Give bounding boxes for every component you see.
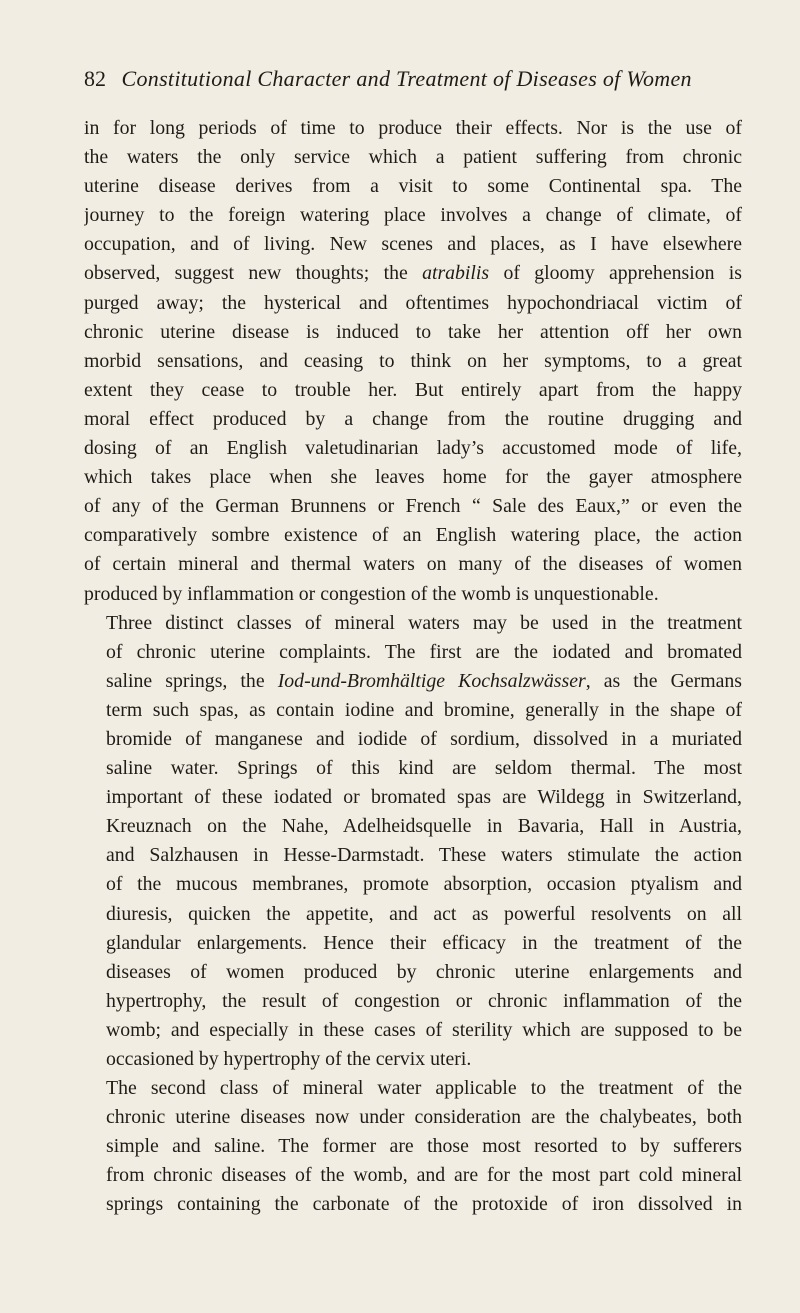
text-line: hypertrophy, the result of congestion or chronic inflammation of the [106, 989, 742, 1012]
text-line: saline springs, the Iod-und-Bromhältige Kochsalzwässer, as the Germans [106, 669, 742, 692]
italic-term: Iod-und-Bromhältige Kochsalzwässer [277, 669, 586, 692]
paragraph [84, 1074, 742, 1219]
text-line: the waters the only service which a patient suffering from chronic [84, 146, 742, 169]
text-line: occupation, and of living. New scenes and places, as I have elsewhere [84, 233, 742, 256]
text-line: extent they cease to trouble her. But entirely apart from the happy [84, 378, 742, 401]
text-line: morbid sensations, and ceasing to think on her symptoms, to a great [84, 349, 742, 372]
text-line: glandular enlargements. Hence their efficacy in the treatment of the [106, 931, 742, 954]
text-line: womb; and especially in these cases of sterility which are supposed to be [106, 1018, 742, 1041]
text-line: produced by inflammation or congestion of the womb is unquestionable. [84, 582, 659, 605]
text-line: which takes place when she leaves home for the gayer atmosphere [84, 466, 742, 489]
running-title: Constitutional Character and Treatment of Diseases of Women [121, 66, 692, 91]
text-line: uterine disease derives from a visit to some Continental spa. The [84, 175, 742, 198]
text-line: diuresis, quicken the appetite, and act as powerful resolvents on all [106, 902, 742, 925]
paragraph [84, 609, 742, 1075]
text-line: The second class of mineral water applicable to the treatment of the [106, 1077, 742, 1100]
text-line: of the mucous membranes, promote absorption, occasion ptyalism and [106, 873, 742, 896]
text-line: moral effect produced by a change from the routine drugging and [84, 407, 742, 430]
page-header [84, 66, 742, 106]
text-line: bromide of manganese and iodide of sordium, dissolved in a muriated [106, 727, 742, 750]
text-line: dosing of an English valetudinarian lady’s accustomed mode of life, [84, 437, 742, 460]
text-line: purged away; the hysterical and oftentimes hypochondriacal victim of [84, 291, 742, 314]
text-line: of chronic uterine complaints. The first are the iodated and bromated [106, 640, 742, 663]
text-line: diseases of women produced by chronic uterine enlargements and [106, 960, 742, 983]
text-line: comparatively sombre existence of an English watering place, the action [84, 524, 742, 547]
text-line: Three distinct classes of mineral waters may be used in the treatment [106, 611, 742, 634]
text-line: observed, suggest new thoughts; the atrabilis of gloomy apprehension is [84, 262, 742, 285]
page-number: 82 [84, 66, 106, 91]
text-line: chronic uterine disease is induced to take her attention off her own [84, 320, 742, 343]
text-line: of any of the German Brunnens or French “ Sale des Eaux,” or even the [84, 495, 742, 518]
text-line: Kreuznach on the Nahe, Adelheidsquelle in Bavaria, Hall in Austria, [106, 815, 742, 838]
text-line: in for long periods of time to produce their effects. Nor is the use of [84, 117, 742, 139]
body-text [84, 114, 742, 1220]
text-line: from chronic diseases of the womb, and are for the most part cold mineral [106, 1164, 742, 1187]
text-line: springs containing the carbonate of the protoxide of iron dissolved in [106, 1193, 742, 1216]
italic-term: atrabilis [422, 262, 490, 285]
text-line: simple and saline. The former are those most resorted to by sufferers [106, 1135, 742, 1158]
text-line: saline water. Springs of this kind are seldom thermal. The most [106, 757, 742, 780]
text-line: chronic uterine diseases now under consideration are the chalybeates, both [106, 1106, 742, 1129]
text-line: of certain mineral and thermal waters on many of the diseases of women [84, 553, 742, 576]
text-line: term such spas, as contain iodine and bromine, generally in the shape of [106, 698, 742, 721]
text-line: journey to the foreign watering place involves a change of climate, of [84, 204, 742, 227]
text-line: important of these iodated or bromated spas are Wildegg in Switzerland, [106, 786, 742, 809]
text-line: and Salzhausen in Hesse-Darmstadt. These waters stimulate the action [106, 844, 742, 867]
paragraph [84, 114, 742, 609]
text-line: occasioned by hypertrophy of the cervix uteri. [106, 1048, 472, 1070]
